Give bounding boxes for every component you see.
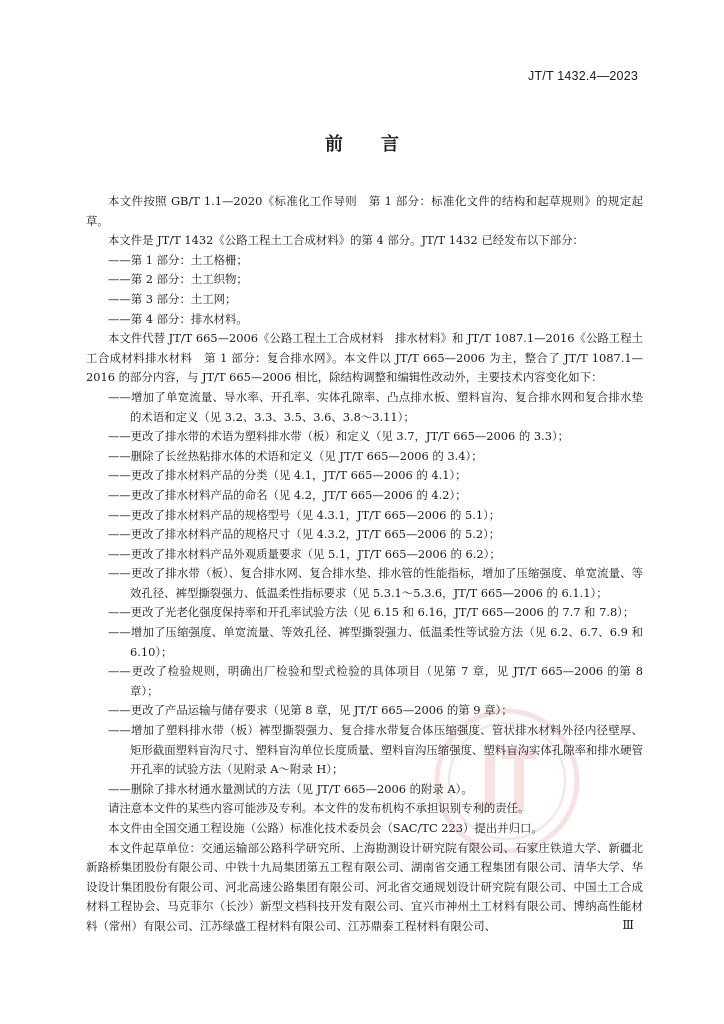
list-item: ——更改了排水材料产品的命名（见 4.2，JT/T 665—2006 的 4.2）； — [108, 487, 467, 502]
list-item: ——更改了排水材料产品的规格型号（见 4.3.1，JT/T 665—2006 的 5.1）； — [108, 507, 501, 522]
standard-code: JT/T 1432.4—2023 — [528, 69, 638, 83]
list-item: ——删除了长丝热粘排水体的术语和定义（见 JT/T 665—2006 的 3.4）； — [108, 448, 483, 463]
list-item: ——更改了光老化强度保持率和开孔率试验方法（见 6.15 和 6.16，JT/T 665—2006 的 7.7 和 7.8）； — [108, 605, 635, 620]
paragraph: 本文件是 JT/T 1432《公路工程土工合成材料》的第 4 部分。JT/T 1432 已经发布以下部分： — [108, 233, 584, 248]
list-item: ——删除了排水材通水量测试的方法（见 JT/T 665—2006 的附录 A）。 — [108, 781, 473, 796]
list-item: ——增加了压缩强度、单宽流量、等效孔径、裤型撕裂强力、低温柔性等试验方法（见 6.2、6.7、6.9 和 6.10）； — [108, 625, 643, 659]
paragraph: 本文件代替 JT/T 665—2006《公路工程土工合成材料 排水材料》和 JT/T 1087.1—2016《公路工程土工合成材料排水材料 第 1 部分：复合排水网》。本文件以 JT/T 665—2006 为主，整合了 JT/T 1087.1—2016 的部分内容，与 JT/T 665—2006 相比，除结构调整和编辑性改动外，主要技术内容变化如下： — [86, 331, 643, 385]
list-item: ——更改了排水材料产品的规格尺寸（见 4.3.2，JT/T 665—2006 的 5.2）； — [108, 527, 501, 542]
list-item: ——第 3 部分：土工网； — [108, 291, 237, 306]
foreword-body — [86, 192, 643, 937]
paragraph: 请注意本文件的某些内容可能涉及专利。本文件的发布机构不承担识别专利的责任。 — [108, 801, 530, 816]
paragraph: 本文件按照 GB/T 1.1—2020《标准化工作导则 第 1 部分：标准化文件的结构和起草规则》的规定起草。 — [86, 194, 643, 228]
list-item: ——更改了检验规则，明确出厂检验和型式检验的具体项目（见第 7 章，见 JT/T 665—2006 的第 8 章）； — [108, 664, 643, 698]
list-item: ——增加了塑料排水带（板）裤型撕裂强力、复合排水带复合体压缩强度、管状排水材料外径内径壁厚、矩形截面塑料盲沟尺寸、塑料盲沟单位长度质量、塑料盲沟压缩强度、塑料盲沟实体孔隙率和排水硬管开孔率的试验方法（见附录 A～附录 H）； — [108, 723, 643, 777]
page-number: Ⅲ — [622, 918, 634, 932]
list-item: ——第 1 部分：土工格栅； — [108, 252, 248, 267]
list-item: ——更改了排水材料产品的分类（见 4.1，JT/T 665—2006 的 4.1）； — [108, 468, 467, 483]
list-item: ——更改了产品运输与储存要求（见第 8 章，见 JT/T 665—2006 的第 9 章）； — [108, 703, 513, 718]
list-item: ——第 4 部分：排水材料。 — [108, 311, 248, 326]
list-item: ——更改了排水带（板）、复合排水网、复合排水垫、排水管的性能指标，增加了压缩强度、单宽流量、等效孔径、裤型撕裂强力、低温柔性指标要求（见 5.3.1～5.3.6，JT/T 665—2006 的 6.1.1）； — [108, 566, 643, 600]
paragraph: 本文件由全国交通工程设施（公路）标准化技术委员会（SAC/TC 223）提出并归口。 — [108, 821, 543, 835]
paragraph: 本文件起草单位：交通运输部公路科学研究所、上海勘测设计研究院有限公司、石家庄铁道大学、新疆北新路桥集团股份有限公司、中铁十九局集团第五工程有限公司、湖南省交通工程集团有限公司、清华大学、华设设计集团股份有限公司、河北高速公路集团有限公司、河北省交通规划设计研究院有限公司、中国土工合成材料工程协会、马克菲尔（长沙）新型文档科技开发有限公司、宜兴市神州土工材料有限公司、博纳高性能材料（常州）有限公司、江苏绿盛工程材料有限公司、江苏鼎泰工程材料有限公司、 — [86, 840, 643, 933]
page-title: 前言 — [325, 134, 437, 155]
list-item: ——更改了排水带的术语为塑料排水带（板）和定义（见 3.7，JT/T 665—2006 的 3.3）； — [108, 429, 570, 444]
list-item: ——更改了排水材料产品外观质量要求（见 5.1，JT/T 665—2006 的 6.2）； — [108, 546, 501, 561]
list-item: ——第 2 部分：土工织物； — [108, 272, 248, 287]
list-item: ——增加了单宽流量、导水率、开孔率、实体孔隙率、凸点排水板、塑料盲沟、复合排水网和复合排水垫的术语和定义（见 3.2、3.3、3.5、3.6、3.8～3.11）； — [108, 389, 643, 424]
